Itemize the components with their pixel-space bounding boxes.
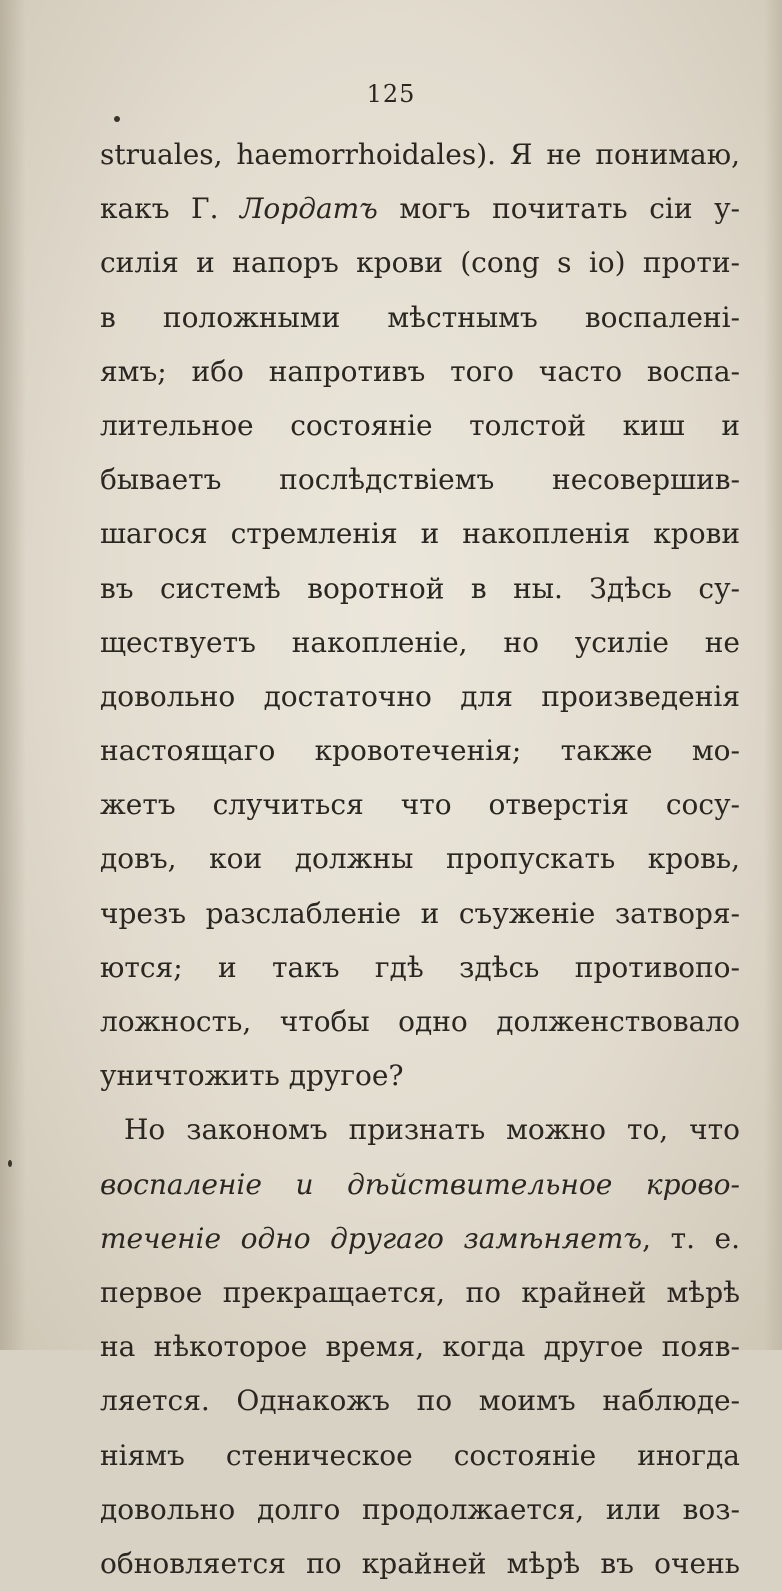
text-run: могъ почитать сіи у- bbox=[377, 192, 741, 226]
author-name-italic: Лордатъ bbox=[240, 192, 378, 226]
page-number: 125 bbox=[366, 80, 416, 108]
text-line: довъ, кои должны пропускать кровь, bbox=[100, 842, 740, 876]
text-line: ществуетъ накопленіе, но усиліе не bbox=[100, 625, 740, 659]
text-line: в положными мѣстнымъ воспалені- bbox=[100, 300, 740, 334]
ink-speck bbox=[8, 1160, 12, 1167]
text-line: бываетъ послѣдствіемъ несовершив- bbox=[100, 463, 740, 497]
text-line bbox=[100, 1158, 740, 1212]
text-run: какъ Г. bbox=[100, 192, 241, 226]
text-line bbox=[100, 1212, 740, 1266]
text-line: ямъ; ибо напротивъ того часто воспа- bbox=[100, 354, 740, 388]
text-run: , т. е. bbox=[642, 1221, 741, 1255]
text-line: ніямъ стеническое состояніе иногда bbox=[100, 1438, 740, 1472]
text-line: Но закономъ признать можно то, что bbox=[124, 1113, 740, 1147]
body-text bbox=[100, 128, 740, 1591]
text-line: шагося стремленія и накопленія крови bbox=[100, 517, 740, 551]
text-line: ются; и такъ гдѣ здѣсь противопо- bbox=[100, 950, 740, 984]
ink-speck bbox=[114, 116, 120, 122]
italic-phrase: теченіе одно другаго замѣняетъ bbox=[100, 1221, 643, 1255]
text-line: жетъ случиться что отверстія сосу- bbox=[100, 788, 740, 822]
page-shadow-right bbox=[764, 0, 782, 1350]
italic-phrase: воспаленіе и дѣйствительное крово- bbox=[100, 1167, 740, 1201]
text-line: въ системѣ воротной в ны. Здѣсь су- bbox=[100, 571, 740, 605]
text-line: ляется. Однакожъ по моимъ наблюде- bbox=[100, 1384, 740, 1418]
text-line: силія и напоръ крови (cong s io) проти- bbox=[100, 246, 740, 280]
text-line bbox=[100, 182, 740, 236]
text-line: struales, haemorrhoidales). Я не понимаю, bbox=[100, 138, 740, 171]
text-line: лительное состояніе толстой киш и bbox=[100, 408, 740, 442]
text-line: первое прекращается, по крайней мѣрѣ bbox=[100, 1275, 740, 1309]
text-line: довольно достаточно для произведенія bbox=[100, 679, 740, 713]
text-line: ложность, чтобы одно долженствовало bbox=[100, 1005, 740, 1038]
page-shadow-left bbox=[0, 0, 26, 1350]
text-line: довольно долго продолжается, или воз- bbox=[100, 1492, 740, 1526]
text-line: чрезъ разслабленіе и съуженіе затворя- bbox=[100, 896, 740, 930]
text-line: уничтожить другое? bbox=[100, 1059, 404, 1093]
text-line: настоящаго кровотеченія; также мо- bbox=[100, 734, 740, 768]
text-line: обновляется по крайней мѣрѣ въ очень bbox=[100, 1546, 740, 1580]
text-line: на нѣкоторое время, когда другое появ- bbox=[100, 1330, 740, 1364]
